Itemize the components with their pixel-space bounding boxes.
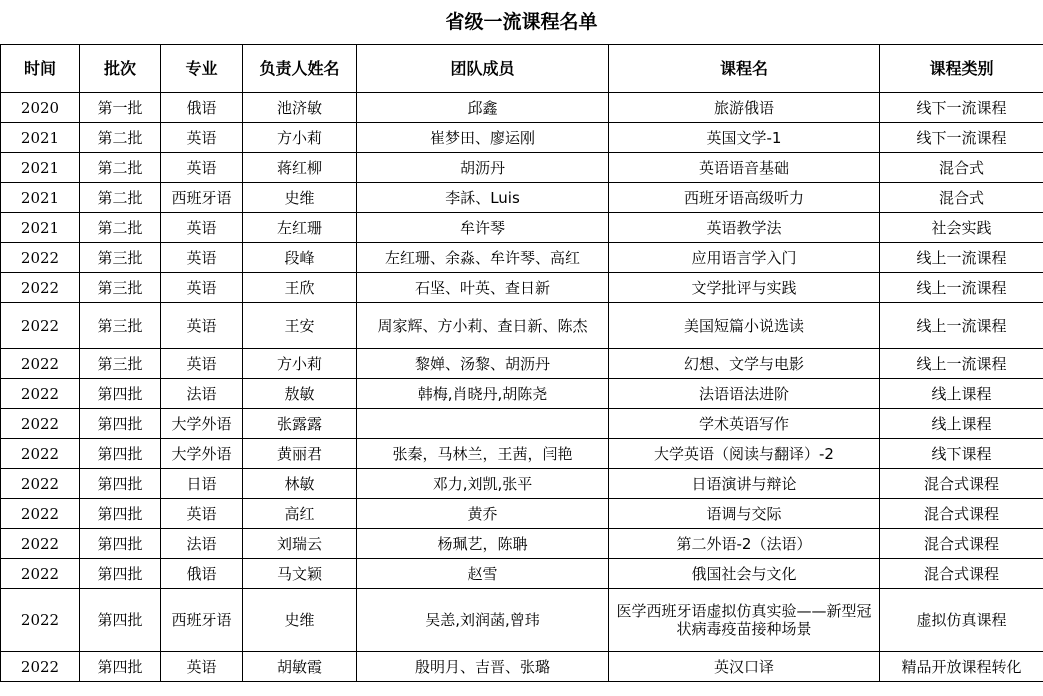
cell-course-type: 线下课程	[880, 439, 1043, 469]
cell-major: 英语	[161, 499, 243, 529]
cell-time: 2022	[1, 469, 80, 499]
cell-team: 黎婵、汤黎、胡沥丹	[357, 349, 609, 379]
table-row	[1, 183, 1043, 213]
cell-time: 2022	[1, 349, 80, 379]
cell-leader: 敖敏	[243, 379, 357, 409]
cell-course-type: 线上一流课程	[880, 273, 1043, 303]
cell-course-type: 混合式	[880, 153, 1043, 183]
cell-course-type: 线上一流课程	[880, 349, 1043, 379]
cell-batch: 第二批	[80, 123, 161, 153]
cell-team: 邱鑫	[357, 93, 609, 123]
cell-time: 2022	[1, 652, 80, 682]
cell-major: 大学外语	[161, 439, 243, 469]
cell-time: 2021	[1, 123, 80, 153]
cell-leader: 池济敏	[243, 93, 357, 123]
cell-major: 英语	[161, 349, 243, 379]
cell-time: 2022	[1, 379, 80, 409]
cell-course-type: 线下一流课程	[880, 123, 1043, 153]
header-major: 专业	[161, 45, 243, 93]
cell-batch: 第四批	[80, 379, 161, 409]
cell-team: 石坚、叶英、查日新	[357, 273, 609, 303]
cell-team: 邓力,刘凯,张平	[357, 469, 609, 499]
cell-major: 日语	[161, 469, 243, 499]
cell-leader: 刘瑞云	[243, 529, 357, 559]
table-row	[1, 379, 1043, 409]
cell-team	[357, 409, 609, 439]
table-row	[1, 243, 1043, 273]
cell-batch: 第四批	[80, 469, 161, 499]
cell-course-name: 医学西班牙语虚拟仿真实验——新型冠状病毒疫苗接种场景	[609, 589, 880, 652]
cell-course-type: 线上课程	[880, 379, 1043, 409]
cell-course-type: 线下一流课程	[880, 93, 1043, 123]
cell-batch: 第三批	[80, 349, 161, 379]
cell-batch: 第二批	[80, 213, 161, 243]
cell-leader: 方小莉	[243, 123, 357, 153]
cell-major: 法语	[161, 529, 243, 559]
cell-team: 吴恙,刘润菡,曾玮	[357, 589, 609, 652]
cell-course-type: 混合式	[880, 183, 1043, 213]
cell-time: 2022	[1, 529, 80, 559]
cell-course-name: 美国短篇小说选读	[609, 303, 880, 349]
cell-leader: 左红珊	[243, 213, 357, 243]
cell-major: 俄语	[161, 559, 243, 589]
cell-major: 英语	[161, 123, 243, 153]
cell-major: 大学外语	[161, 409, 243, 439]
cell-team: 殷明月、吉晋、张璐	[357, 652, 609, 682]
cell-batch: 第二批	[80, 183, 161, 213]
table-row	[1, 439, 1043, 469]
cell-course-name: 英汉口译	[609, 652, 880, 682]
cell-leader: 高红	[243, 499, 357, 529]
header-team: 团队成员	[357, 45, 609, 93]
cell-major: 英语	[161, 303, 243, 349]
cell-course-name: 语调与交际	[609, 499, 880, 529]
cell-batch: 第四批	[80, 409, 161, 439]
cell-course-name: 西班牙语高级听力	[609, 183, 880, 213]
table-row	[1, 273, 1043, 303]
cell-batch: 第三批	[80, 243, 161, 273]
cell-major: 英语	[161, 273, 243, 303]
cell-leader: 林敏	[243, 469, 357, 499]
cell-major: 西班牙语	[161, 183, 243, 213]
cell-course-type: 虚拟仿真课程	[880, 589, 1043, 652]
page-title: 省级一流课程名单	[445, 11, 598, 33]
cell-leader: 张露露	[243, 409, 357, 439]
cell-team: 周家辉、方小莉、查日新、陈杰	[357, 303, 609, 349]
header-time: 时间	[1, 45, 80, 93]
cell-course-name: 应用语言学入门	[609, 243, 880, 273]
cell-time: 2022	[1, 589, 80, 652]
cell-batch: 第四批	[80, 499, 161, 529]
table-row	[1, 469, 1043, 499]
cell-time: 2021	[1, 213, 80, 243]
cell-major: 英语	[161, 652, 243, 682]
cell-leader: 王安	[243, 303, 357, 349]
cell-time: 2022	[1, 499, 80, 529]
table-row	[1, 213, 1043, 243]
cell-course-type: 混合式课程	[880, 499, 1043, 529]
cell-course-name: 英语语音基础	[609, 153, 880, 183]
cell-team: 牟许琴	[357, 213, 609, 243]
cell-team: 崔梦田、廖运刚	[357, 123, 609, 153]
cell-batch: 第一批	[80, 93, 161, 123]
cell-course-name: 俄国社会与文化	[609, 559, 880, 589]
cell-major: 西班牙语	[161, 589, 243, 652]
cell-course-name: 英语教学法	[609, 213, 880, 243]
cell-batch: 第四批	[80, 439, 161, 469]
table-row	[1, 652, 1043, 682]
table-row	[1, 559, 1043, 589]
cell-course-name: 文学批评与实践	[609, 273, 880, 303]
header-leader: 负责人姓名	[243, 45, 357, 93]
table-header-row	[1, 45, 1043, 93]
cell-team: 胡沥丹	[357, 153, 609, 183]
cell-major: 英语	[161, 153, 243, 183]
cell-time: 2021	[1, 153, 80, 183]
header-batch: 批次	[80, 45, 161, 93]
cell-leader: 史维	[243, 183, 357, 213]
cell-course-type: 混合式课程	[880, 469, 1043, 499]
table-row	[1, 529, 1043, 559]
cell-time: 2022	[1, 303, 80, 349]
cell-time: 2022	[1, 439, 80, 469]
cell-batch: 第三批	[80, 303, 161, 349]
course-table	[0, 44, 1043, 682]
cell-team: 杨珮艺，陈聃	[357, 529, 609, 559]
cell-leader: 史维	[243, 589, 357, 652]
cell-leader: 胡敏霞	[243, 652, 357, 682]
cell-team: 黄乔	[357, 499, 609, 529]
cell-leader: 方小莉	[243, 349, 357, 379]
cell-batch: 第四批	[80, 559, 161, 589]
cell-course-name: 大学英语（阅读与翻译）-2	[609, 439, 880, 469]
cell-leader: 王欣	[243, 273, 357, 303]
cell-course-type: 社会实践	[880, 213, 1043, 243]
cell-time: 2022	[1, 243, 80, 273]
cell-team: 韩梅,肖晓丹,胡陈尧	[357, 379, 609, 409]
table-row	[1, 409, 1043, 439]
cell-time: 2022	[1, 559, 80, 589]
cell-course-name: 旅游俄语	[609, 93, 880, 123]
cell-course-name: 学术英语写作	[609, 409, 880, 439]
cell-leader: 蒋红柳	[243, 153, 357, 183]
cell-major: 英语	[161, 243, 243, 273]
cell-major: 俄语	[161, 93, 243, 123]
cell-batch: 第四批	[80, 652, 161, 682]
cell-course-name: 日语演讲与辩论	[609, 469, 880, 499]
cell-course-name: 法语语法进阶	[609, 379, 880, 409]
cell-course-type: 线上课程	[880, 409, 1043, 439]
cell-course-type: 线上一流课程	[880, 303, 1043, 349]
table-row	[1, 153, 1043, 183]
table-row	[1, 349, 1043, 379]
cell-batch: 第三批	[80, 273, 161, 303]
cell-course-name: 第二外语-2（法语）	[609, 529, 880, 559]
table-row	[1, 589, 1043, 652]
cell-batch: 第二批	[80, 153, 161, 183]
cell-team: 李訸、Luis	[357, 183, 609, 213]
table-row	[1, 303, 1043, 349]
cell-course-name: 幻想、文学与电影	[609, 349, 880, 379]
cell-batch: 第四批	[80, 589, 161, 652]
cell-leader: 段峰	[243, 243, 357, 273]
cell-team: 张秦，马林兰，王茜，闫艳	[357, 439, 609, 469]
table-row	[1, 499, 1043, 529]
cell-leader: 马文颖	[243, 559, 357, 589]
cell-course-type: 精品开放课程转化	[880, 652, 1043, 682]
cell-major: 英语	[161, 213, 243, 243]
table-row	[1, 123, 1043, 153]
cell-course-type: 混合式课程	[880, 559, 1043, 589]
cell-course-type: 线上一流课程	[880, 243, 1043, 273]
cell-team: 赵雪	[357, 559, 609, 589]
cell-batch: 第四批	[80, 529, 161, 559]
cell-time: 2022	[1, 409, 80, 439]
cell-course-type: 混合式课程	[880, 529, 1043, 559]
header-course-type: 课程类别	[880, 45, 1043, 93]
cell-team: 左红珊、余淼、牟许琴、高红	[357, 243, 609, 273]
header-course-name: 课程名	[609, 45, 880, 93]
cell-leader: 黄丽君	[243, 439, 357, 469]
cell-time: 2021	[1, 183, 80, 213]
cell-time: 2020	[1, 93, 80, 123]
cell-major: 法语	[161, 379, 243, 409]
table-row	[1, 93, 1043, 123]
cell-time: 2022	[1, 273, 80, 303]
cell-course-name: 英国文学-1	[609, 123, 880, 153]
